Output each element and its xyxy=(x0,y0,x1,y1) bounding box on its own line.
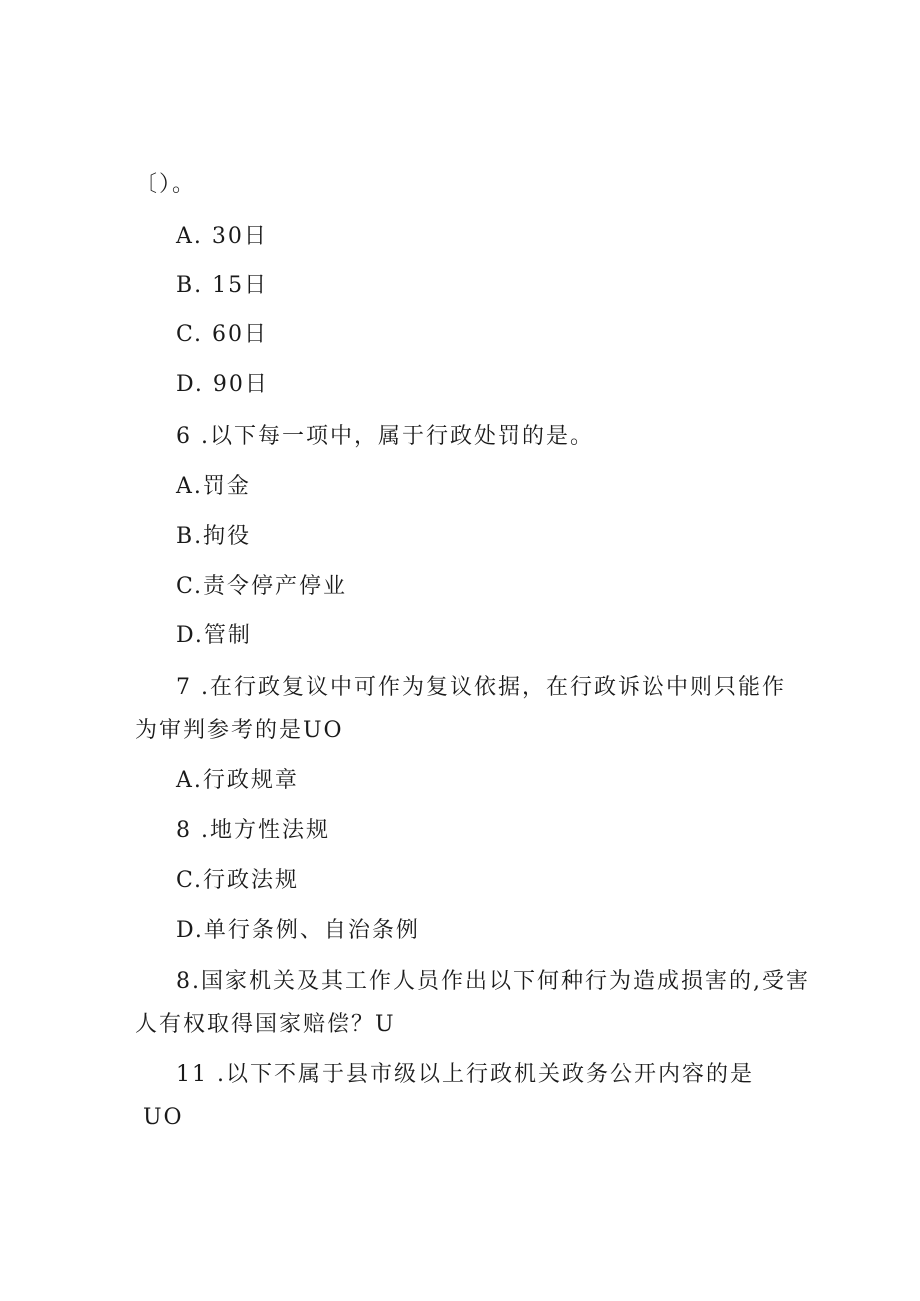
question-7-line-2: 为审判参考的是UO xyxy=(135,718,344,743)
question-7-line-1: 7 .在行政复议中可作为复议依据，在行政诉讼中则只能作 xyxy=(176,675,786,700)
question-6: 6 .以下每一项中，属于行政处罚的是。 xyxy=(176,424,594,449)
option-b-detention: B.拘役 xyxy=(176,524,252,549)
question-11-line-2: UO xyxy=(143,1105,184,1130)
question-8-line-1: 8.国家机关及其工作人员作出以下何种行为造成损害的,受害 xyxy=(176,969,810,994)
question-8-line-2: 人有权取得国家赔偿？U xyxy=(135,1012,396,1037)
option-b-15-days: B. 15日 xyxy=(176,273,269,298)
option-c-suspension: C.责令停产停业 xyxy=(176,574,348,599)
option-c-60-days: C. 60日 xyxy=(176,322,269,347)
option-a-fine: A.罚金 xyxy=(176,474,251,499)
question-5-tail: 〔）。 xyxy=(135,172,197,197)
option-d-control: D.管制 xyxy=(176,623,252,648)
option-d-autonomous-regulations: D.单行条例、自治条例 xyxy=(176,918,420,943)
option-a-30-days: A. 30日 xyxy=(176,224,268,249)
question-11-line-1: 11 .以下不属于县市级以上行政机关政务公开内容的是 xyxy=(176,1062,754,1087)
option-c-admin-regulations: C.行政法规 xyxy=(176,868,300,893)
option-a-rules: A.行政规章 xyxy=(176,768,299,793)
option-d-90-days: D. 90日 xyxy=(176,372,269,397)
option-b-local-regulations: 8 .地方性法规 xyxy=(176,818,330,843)
